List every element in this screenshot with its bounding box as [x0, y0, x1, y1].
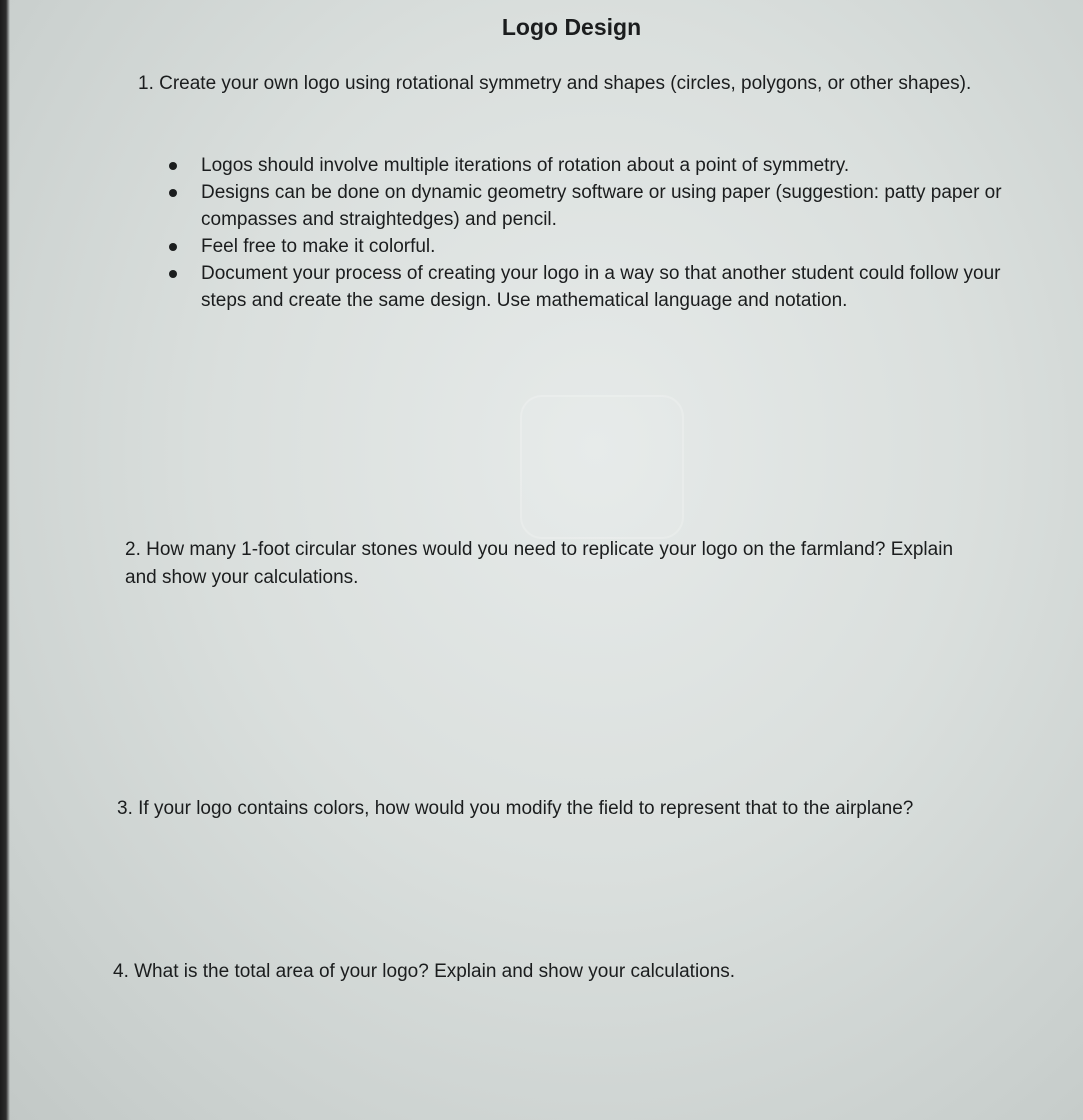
bullet-text: Feel free to make it colorful. — [201, 236, 436, 257]
document-title: Logo Design — [501, 14, 642, 40]
question-2: 2. How many 1-foot circular stones would you need to replicate your logo on the farmland? Explain and show your calculations. — [125, 539, 954, 588]
question-4: 4. What is the total area of your logo? Explain and show your calculations. — [113, 961, 736, 982]
bullet-text: Designs can be done on dynamic geometry software or using paper (suggestion: patty paper or compasses and straightedges) and pencil. — [201, 182, 1002, 230]
bullet-icon — [169, 243, 177, 251]
bullet-text: Document your process of creating your logo in a way so that another student could follow your steps and create the same design. Use mathematical language and notation. — [201, 263, 1001, 311]
bullet-item — [164, 233, 1044, 260]
question-1-bullet-list — [164, 152, 1044, 314]
bullet-item — [164, 260, 1044, 314]
device-edge — [0, 0, 10, 1120]
bullet-icon — [169, 189, 177, 197]
bullet-icon — [169, 270, 177, 278]
bullet-text: Logos should involve multiple iterations of rotation about a point of symmetry. — [201, 155, 850, 176]
question-3: 3. If your logo contains colors, how would you modify the field to represent that to the airplane? — [117, 798, 914, 819]
bullet-item — [164, 152, 1044, 179]
screen-glare — [520, 395, 684, 539]
question-1: 1. Create your own logo using rotational symmetry and shapes (circles, polygons, or other shapes). — [138, 73, 972, 94]
bullet-item — [164, 179, 1044, 233]
bullet-icon — [169, 162, 177, 170]
